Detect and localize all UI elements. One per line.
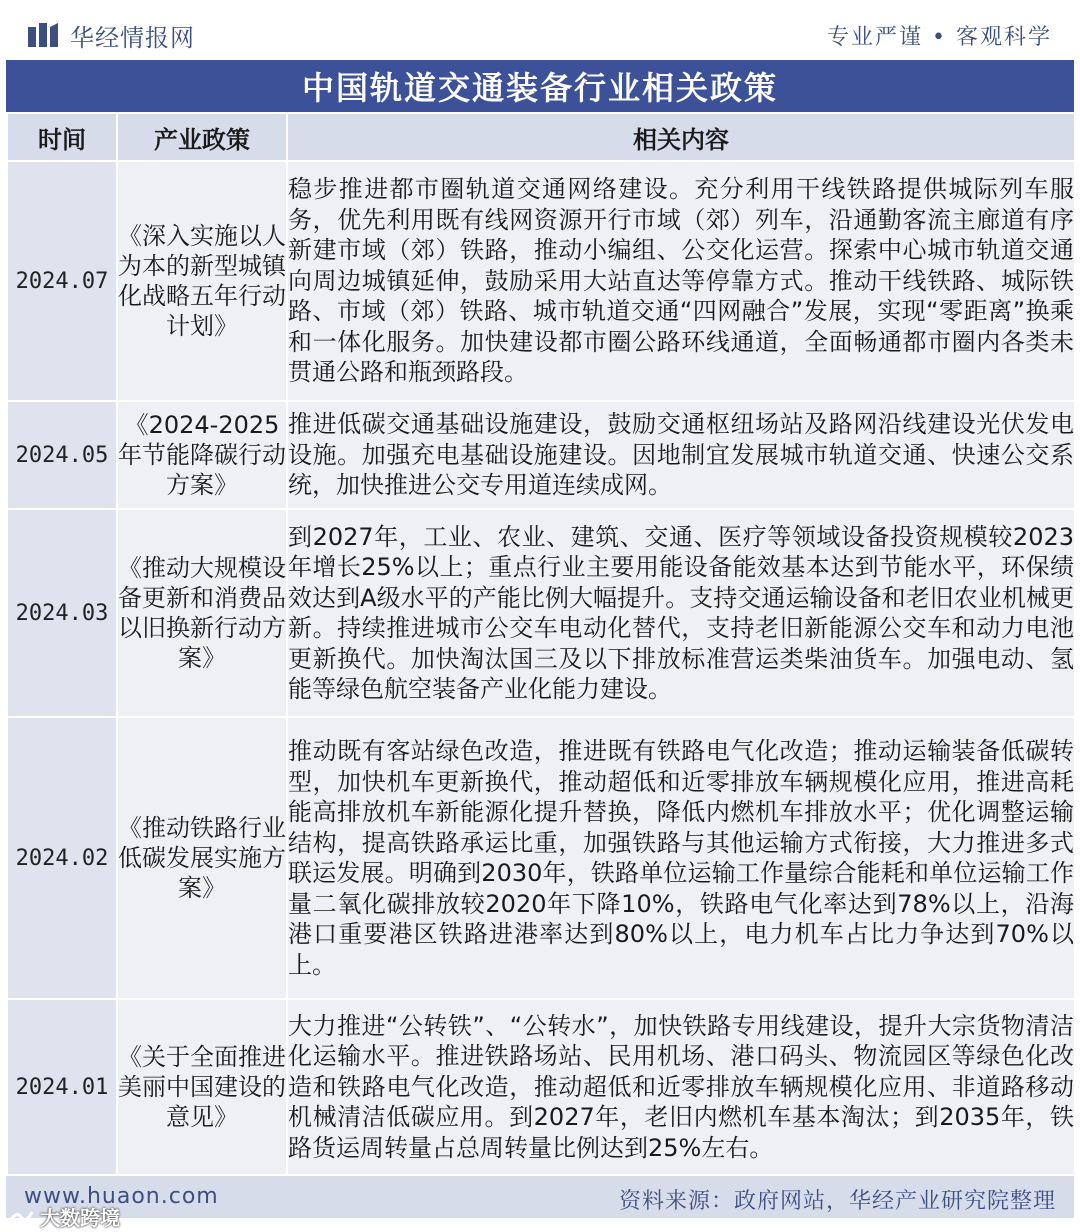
row-content: 稳步推进都市圈轨道交通网络建设。充分利用干线铁路提供城际列车服务，优先利用既有线网资源开行市域（郊）列车，沿通勤客流主廊道有序新建市域（郊）铁路，推动小编组、公交化运营。探索中心城市轨道交通向周边城镇延伸，鼓励采用大站直达等停靠方式。推动干线铁路、城际铁路、市域（郊）铁路、城市轨道交通“四网融合”发展，实现“零距离”换乘和一体化服务。加快建设都市圈公路环线通道，全面畅通都市圈内各类未贯通公路和瓶颈路段。 [287, 161, 1075, 401]
policy-table [6, 112, 1076, 1176]
corner-watermark [8, 1202, 120, 1231]
brand-name: 华经情报网 [70, 24, 195, 52]
table-row [7, 999, 1075, 1175]
table-header-row [7, 113, 1075, 161]
row-content: 推动既有客站绿色改造，推进既有铁路电气化改造；推动运输装备低碳转型，加快机车更新换代，推动超低和近零排放车辆规模化应用，推进高耗能高排放机车新能源化提升替换，降低内燃机车排放水平；优化调整运输结构，提高铁路承运比重，加强铁路与其他运输方式衔接，大力推进多式联运发展。明确到2030年，铁路单位运输工作量综合能耗和单位运输工作量二氧化碳排放较2020年下降10%，铁路电气化率达到78%以上，沿海港口重要港区铁路进港率达到80%以上，电力机车占比力争达到70%以上。 [287, 717, 1075, 999]
footer-url-link[interactable]: www.huaon.com [24, 1184, 219, 1209]
column-header-content: 相关内容 [287, 113, 1075, 161]
footer-bar [6, 1176, 1074, 1218]
table-row [7, 401, 1075, 509]
brand-logo-icon [28, 23, 58, 49]
row-policy: 《2024-2025年节能降碳行动方案》 [117, 401, 287, 509]
watermark-logo-icon [8, 1208, 34, 1226]
row-policy: 《推动铁路行业低碳发展实施方案》 [117, 717, 287, 999]
source-note: 资料来源：政府网站，华经产业研究院整理 [618, 1189, 1056, 1214]
row-date: 2024.07 [7, 161, 117, 401]
row-policy: 《深入实施以人为本的新型城镇化战略五年行动计划》 [117, 161, 287, 401]
row-date: 2024.03 [7, 509, 117, 717]
row-content: 推进低碳交通基础设施建设，鼓励交通枢纽场站及路网沿线建设光伏发电设施。加强充电基础设施建设。因地制宜发展城市轨道交通、快速公交系统，加快推进公交专用道连续成网。 [287, 401, 1075, 509]
table-row [7, 161, 1075, 401]
row-date: 2024.05 [7, 401, 117, 509]
top-header [0, 0, 1080, 60]
row-date: 2024.02 [7, 717, 117, 999]
column-header-policy: 产业政策 [117, 113, 287, 161]
row-policy: 《推动大规模设备更新和消费品以旧换新行动方案》 [117, 509, 287, 717]
table-row [7, 509, 1075, 717]
row-date: 2024.01 [7, 999, 117, 1175]
page-title: 中国轨道交通装备行业相关政策 [6, 60, 1074, 112]
row-content: 到2027年，工业、农业、建筑、交通、医疗等领域设备投资规模较2023年增长25%以上；重点行业主要用能设备能效基本达到节能水平，环保绩效达到A级水平的产能比例大幅提升。支持交通运输设备和老旧农业机械更新。持续推进城市公交车电动化替代，支持老旧新能源公交车和动力电池更新换代。加快淘汰国三及以下排放标准营运类柴油货车。加强电动、氢能等绿色航空装备产业化能力建设。 [287, 509, 1075, 717]
brand-logo[interactable] [28, 18, 195, 53]
watermark-text: 大数跨境 [40, 1206, 120, 1230]
row-content: 大力推进“公转铁”、“公转水”，加快铁路专用线建设，提升大宗货物清洁化运输水平。推进铁路场站、民用机场、港口码头、物流园区等绿色化改造和铁路电气化改造，推动超低和近零排放车辆规模化应用、非道路移动机械清洁低碳应用。到2027年，老旧内燃机车基本淘汰；到2035年，铁路货运周转量占总周转量比例达到25%左右。 [287, 999, 1075, 1175]
table-row [7, 717, 1075, 999]
slogan: 专业严谨 • 客观科学 [827, 25, 1052, 50]
column-header-time: 时间 [7, 113, 117, 161]
row-policy: 《关于全面推进美丽中国建设的意见》 [117, 999, 287, 1175]
